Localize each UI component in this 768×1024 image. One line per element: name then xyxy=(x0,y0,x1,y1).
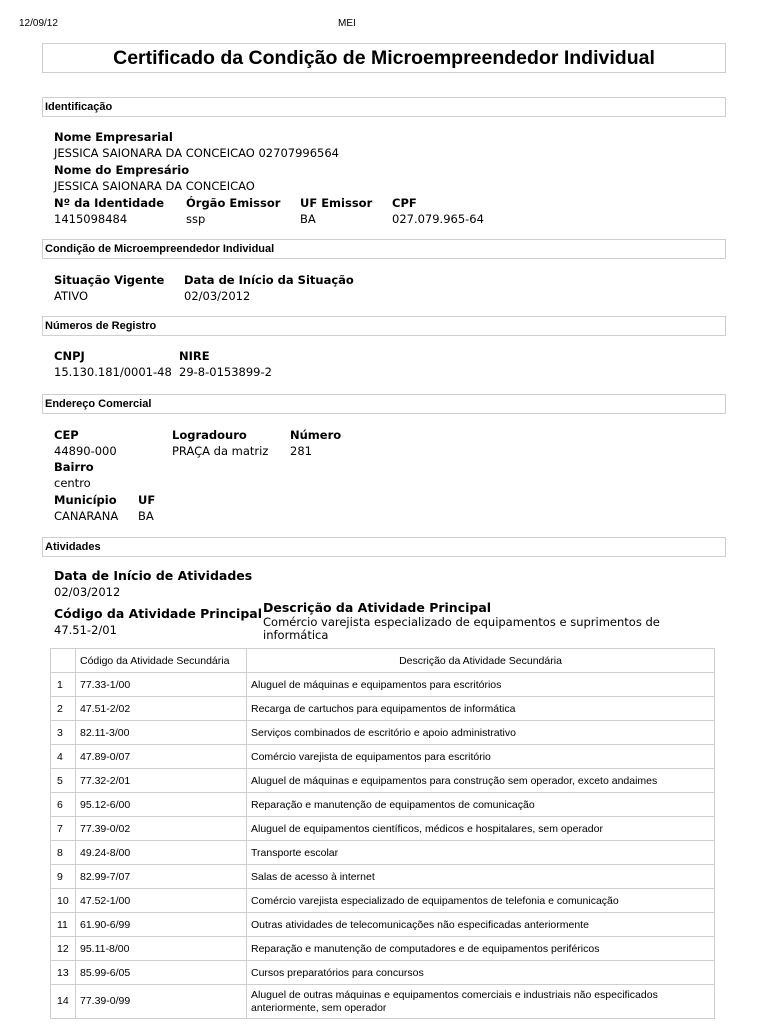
descricao-atividade-principal-value: Comércio varejista especializado de equipamentos e suprimentos de informática xyxy=(263,615,660,642)
endereco-uf-label: UF xyxy=(138,493,156,507)
nire xyxy=(179,348,272,380)
row-index: 9 xyxy=(51,865,76,889)
print-header-title: MEI xyxy=(338,18,356,29)
municipio-value: CANARANA xyxy=(54,509,119,523)
nome-empresarial-label: Nome Empresarial xyxy=(54,130,173,144)
logradouro xyxy=(172,427,268,459)
section-identificacao: Identificação xyxy=(42,97,726,117)
row-index: 12 xyxy=(51,937,76,961)
row-descricao: Salas de acesso à internet xyxy=(247,865,715,889)
table-row xyxy=(51,961,715,985)
col-header-index xyxy=(51,649,76,673)
section-endereco: Endereço Comercial xyxy=(42,394,726,414)
descricao-atividade-principal-label: Descrição da Atividade Principal xyxy=(263,600,492,615)
row-index: 1 xyxy=(51,673,76,697)
data-inicio-situacao xyxy=(184,272,354,304)
row-index: 8 xyxy=(51,841,76,865)
print-date: 12/09/12 xyxy=(19,18,58,29)
table-row xyxy=(51,817,715,841)
row-codigo: 95.11-8/00 xyxy=(76,937,247,961)
cnpj-value: 15.130.181/0001-48 xyxy=(54,365,172,379)
table-row xyxy=(51,985,715,1019)
identidade-label: Nº da Identidade xyxy=(54,196,165,210)
nome-empresarial xyxy=(54,129,339,161)
row-index: 14 xyxy=(51,985,76,1019)
numero-label: Número xyxy=(290,428,342,442)
cep-label: CEP xyxy=(54,428,79,442)
codigo-atividade-principal-label: Código da Atividade Principal xyxy=(54,606,263,621)
row-index: 6 xyxy=(51,793,76,817)
nire-value: 29-8-0153899-2 xyxy=(179,365,272,379)
codigo-atividade-principal xyxy=(54,606,262,638)
logradouro-label: Logradouro xyxy=(172,428,247,442)
row-codigo: 47.89-0/07 xyxy=(76,745,247,769)
nome-empresario xyxy=(54,162,255,194)
nome-empresario-value: JESSICA SAIONARA DA CONCEICAO xyxy=(54,179,255,193)
situacao-vigente-value: ATIVO xyxy=(54,289,89,303)
uf-emissor xyxy=(300,195,372,227)
row-codigo: 77.39-0/02 xyxy=(76,817,247,841)
row-descricao: Serviços combinados de escritório e apoio administrativo xyxy=(247,721,715,745)
row-descricao: Cursos preparatórios para concursos xyxy=(247,961,715,985)
row-codigo: 61.90-6/99 xyxy=(76,913,247,937)
numero xyxy=(290,427,341,459)
row-codigo: 82.11-3/00 xyxy=(76,721,247,745)
cpf xyxy=(392,195,484,227)
cpf-label: CPF xyxy=(392,196,417,210)
logradouro-value: PRAÇA da matriz xyxy=(172,444,269,458)
data-inicio-atividades-value: 02/03/2012 xyxy=(54,585,121,599)
row-index: 3 xyxy=(51,721,76,745)
cnpj-label: CNPJ xyxy=(54,349,85,363)
row-index: 10 xyxy=(51,889,76,913)
col-header-descricao: Descrição da Atividade Secundária xyxy=(247,649,715,673)
cep xyxy=(54,427,117,459)
row-codigo: 77.33-1/00 xyxy=(76,673,247,697)
descricao-atividade-principal xyxy=(263,600,703,642)
table-row xyxy=(51,913,715,937)
table-row xyxy=(51,697,715,721)
table-row xyxy=(51,841,715,865)
endereco-uf xyxy=(138,492,155,524)
codigo-atividade-principal-value: 47.51-2/01 xyxy=(54,623,117,637)
row-index: 11 xyxy=(51,913,76,937)
endereco-uf-value: BA xyxy=(138,509,154,523)
row-index: 2 xyxy=(51,697,76,721)
row-index: 13 xyxy=(51,961,76,985)
row-descricao: Comércio varejista especializado de equipamentos de telefonia e comunicação xyxy=(247,889,715,913)
cnpj xyxy=(54,348,172,380)
identidade-value: 1415098484 xyxy=(54,212,128,226)
section-condicao: Condição de Microempreendedor Individual xyxy=(42,239,726,259)
table-body xyxy=(51,673,715,1019)
row-descricao: Aluguel de máquinas e equipamentos para construção sem operador, exceto andaimes xyxy=(247,769,715,793)
municipio xyxy=(54,492,118,524)
section-registro: Números de Registro xyxy=(42,316,726,336)
numero-value: 281 xyxy=(290,444,312,458)
table-row xyxy=(51,793,715,817)
row-descricao: Outras atividades de telecomunicações não especificadas anteriormente xyxy=(247,913,715,937)
section-atividades: Atividades xyxy=(42,537,726,557)
table-row xyxy=(51,673,715,697)
data-inicio-atividades-label: Data de Início de Atividades xyxy=(54,568,253,583)
uf-emissor-value: BA xyxy=(300,212,316,226)
nome-empresarial-value: JESSICA SAIONARA DA CONCEICAO 02707996564 xyxy=(54,146,339,160)
row-descricao: Transporte escolar xyxy=(247,841,715,865)
data-inicio-atividades xyxy=(54,568,252,600)
row-descricao: Aluguel de outras máquinas e equipamentos comerciais e industriais não especificados anteriormente, sem operador xyxy=(247,985,715,1019)
data-inicio-situacao-label: Data de Início da Situação xyxy=(184,273,354,287)
situacao-vigente-label: Situação Vigente xyxy=(54,273,165,287)
uf-emissor-label: UF Emissor xyxy=(300,196,373,210)
cep-value: 44890-000 xyxy=(54,444,117,458)
nome-empresario-label: Nome do Empresário xyxy=(54,163,190,177)
table-header-row xyxy=(51,649,715,673)
row-descricao: Aluguel de máquinas e equipamentos para escritórios xyxy=(247,673,715,697)
data-inicio-situacao-value: 02/03/2012 xyxy=(184,289,251,303)
row-codigo: 47.52-1/00 xyxy=(76,889,247,913)
nire-label: NIRE xyxy=(179,349,210,363)
row-codigo: 77.39-0/99 xyxy=(76,985,247,1019)
table-row xyxy=(51,937,715,961)
bairro xyxy=(54,459,94,491)
row-codigo: 95.12-6/00 xyxy=(76,793,247,817)
row-index: 7 xyxy=(51,817,76,841)
row-index: 4 xyxy=(51,745,76,769)
table-row xyxy=(51,769,715,793)
bairro-label: Bairro xyxy=(54,460,94,474)
situacao-vigente xyxy=(54,272,164,304)
row-index: 5 xyxy=(51,769,76,793)
table-row xyxy=(51,865,715,889)
row-descricao: Comércio varejista de equipamentos para escritório xyxy=(247,745,715,769)
row-codigo: 49.24-8/00 xyxy=(76,841,247,865)
row-descricao: Reparação e manutenção de equipamentos de comunicação xyxy=(247,793,715,817)
cpf-value: 027.079.965-64 xyxy=(392,212,484,226)
row-codigo: 85.99-6/05 xyxy=(76,961,247,985)
row-codigo: 77.32-2/01 xyxy=(76,769,247,793)
row-descricao: Recarga de cartuchos para equipamentos de informática xyxy=(247,697,715,721)
table-row xyxy=(51,745,715,769)
row-descricao: Reparação e manutenção de computadores e de equipamentos periféricos xyxy=(247,937,715,961)
atividades-secundarias-table xyxy=(50,648,715,1019)
row-descricao: Aluguel de equipamentos científicos, médicos e hospitalares, sem operador xyxy=(247,817,715,841)
table-row xyxy=(51,889,715,913)
table-row xyxy=(51,721,715,745)
orgao-emissor xyxy=(186,195,280,227)
municipio-label: Município xyxy=(54,493,117,507)
row-codigo: 82.99-7/07 xyxy=(76,865,247,889)
orgao-emissor-value: ssp xyxy=(186,212,206,226)
identidade xyxy=(54,195,164,227)
col-header-codigo: Código da Atividade Secundária xyxy=(76,649,247,673)
bairro-value: centro xyxy=(54,476,91,490)
row-codigo: 47.51-2/02 xyxy=(76,697,247,721)
page-title: Certificado da Condição de Microempreendedor Individual xyxy=(42,43,726,73)
orgao-emissor-label: Órgão Emissor xyxy=(186,196,281,210)
